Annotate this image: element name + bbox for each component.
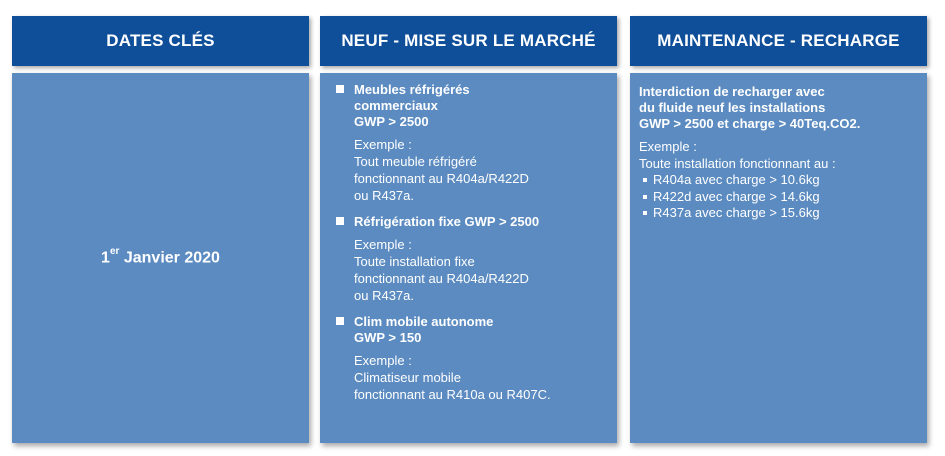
neuf-item-title-line: GWP > 2500: [354, 114, 429, 129]
neuf-item-title-line: Meubles réfrigérés: [354, 82, 470, 97]
maintenance-body: [639, 138, 917, 222]
bullet-dot-icon: [643, 211, 647, 215]
neuf-item-title-line: Clim mobile autonome: [354, 314, 494, 329]
maintenance-bullet-text: R422d avec charge > 14.6kg: [653, 188, 820, 204]
maintenance-title-line: du fluide neuf les installations: [639, 100, 826, 115]
maintenance-body-line: Exemple :: [639, 139, 697, 154]
neuf-item-body: [336, 136, 607, 204]
neuf-item-body: [336, 352, 607, 403]
maintenance-bullet: [639, 205, 917, 222]
header-dates-cles: [12, 16, 309, 66]
square-bullet-icon: [336, 85, 344, 93]
neuf-column: [320, 73, 617, 443]
neuf-item-body-line: Exemple :: [354, 353, 412, 368]
neuf-item-body-line: Exemple :: [354, 237, 412, 252]
header-maintenance: [630, 16, 927, 66]
maintenance-title-line: Interdiction de recharger avec: [639, 84, 825, 99]
header-neuf: [320, 16, 617, 66]
neuf-item-body-line: Climatiseur mobile: [354, 370, 461, 385]
neuf-item-meubles: [336, 82, 607, 204]
neuf-item-body: [336, 236, 607, 304]
neuf-item-refrigeration: [336, 214, 607, 304]
neuf-item-clim: [336, 314, 607, 403]
square-bullet-icon: [336, 317, 344, 325]
neuf-item-title-line: GWP > 150: [354, 330, 422, 345]
bullet-dot-icon: [643, 195, 647, 199]
key-date-suffix: er: [109, 246, 120, 258]
maintenance-bullet-text: R404a avec charge > 10.6kg: [653, 172, 820, 187]
maintenance-title: [639, 84, 917, 132]
square-bullet-icon: [336, 217, 344, 225]
maintenance-body-line: Toute installation fonctionnant au :: [639, 156, 836, 171]
maintenance-title-line: GWP > 2500 et charge > 40Teq.CO2.: [639, 116, 861, 131]
header-maintenance-label: MAINTENANCE - RECHARGE: [657, 31, 900, 50]
key-date-day: 1: [101, 249, 110, 267]
neuf-item-title-line: commerciaux: [354, 98, 438, 113]
header-neuf-label: NEUF - MISE SUR LE MARCHÉ: [341, 31, 596, 50]
neuf-item-body-line: Exemple :: [354, 137, 412, 152]
neuf-item-title: [336, 82, 607, 130]
maintenance-bullet: [639, 189, 917, 206]
neuf-item-body-line: fonctionnant au R404a/R422D: [354, 271, 529, 286]
neuf-item-title: [336, 214, 607, 230]
bullet-dot-icon: [643, 178, 647, 182]
neuf-item-body-line: ou R437a.: [354, 288, 414, 303]
neuf-item-body-line: ou R437a.: [354, 188, 414, 203]
header-dates-cles-label: DATES CLÉS: [106, 31, 215, 50]
neuf-item-body-line: fonctionnant au R404a/R422D: [354, 171, 529, 186]
maintenance-bullet: [639, 172, 917, 189]
neuf-item-title: [336, 314, 607, 346]
dates-column: [12, 73, 309, 443]
key-date-rest: Janvier 2020: [119, 249, 220, 267]
maintenance-bullet-text: R437a avec charge > 15.6kg: [653, 205, 820, 220]
key-date: [101, 248, 220, 267]
neuf-item-title-line: Réfrigération fixe GWP > 2500: [354, 214, 540, 229]
neuf-item-body-line: Toute installation fixe: [354, 254, 475, 269]
neuf-item-body-line: fonctionnant au R410a ou R407C.: [354, 387, 551, 402]
maintenance-column: [630, 73, 927, 443]
neuf-item-body-line: Tout meuble réfrigéré: [354, 154, 477, 169]
